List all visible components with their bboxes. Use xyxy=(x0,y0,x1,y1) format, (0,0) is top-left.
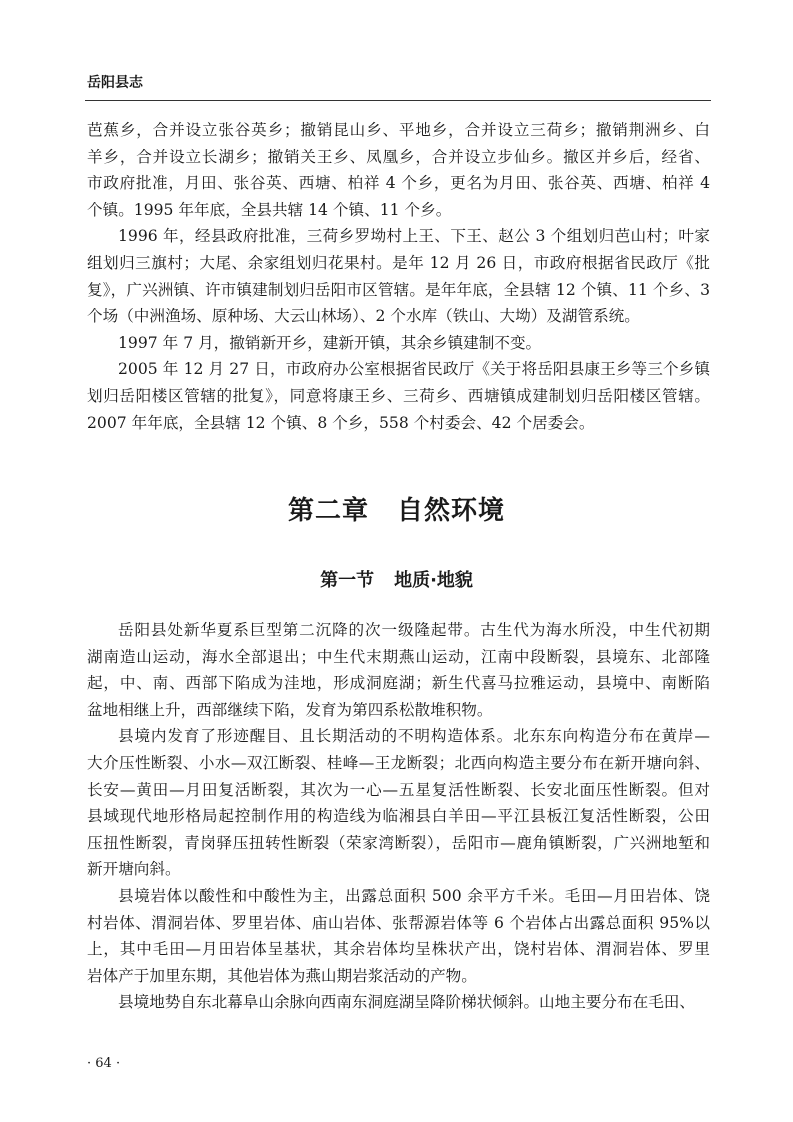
text-line: 2005 年 12 月 27 日，市政府办公室根据省民政厅《关于将岳阳县康王乡等三个乡镇 xyxy=(118,360,710,379)
section-text-block xyxy=(87,617,710,1016)
paragraph xyxy=(87,883,710,989)
section-title xyxy=(0,566,793,592)
text-line: 起，中、南、西部下陷成为洼地，形成洞庭湖；新生代喜马拉雅运动，县境中、南断陷 xyxy=(87,674,710,693)
text-line: 县境地势自东北幕阜山余脉向西南东洞庭湖呈降阶梯状倾斜。山地主要分布在毛田、 xyxy=(118,993,695,1012)
text-line: 1996 年，经县政府批准，三荷乡罗坳村上王、下王、赵公 3 个组划归芭山村；叶家 xyxy=(118,227,710,246)
text-line: 新开塘向斜。 xyxy=(87,860,181,879)
text-line: 芭蕉乡，合并设立张谷英乡；撤销昆山乡、平地乡，合并设立三荷乡；撤销荆洲乡、白 xyxy=(87,121,710,139)
text-line: 羊乡，合并设立长湖乡；撤销关王乡、凤凰乡，合并设立步仙乡。撤区并乡后，经省、 xyxy=(87,147,710,166)
section-number: 第一节 xyxy=(320,570,375,591)
text-line: 复》，广兴洲镇、许市镇建制划归岳阳市区管辖。是年年底，全县辖 12 个镇、11 个乡、3 xyxy=(87,280,710,299)
text-line: 大介压性断裂、小水—双江断裂、桂峰—王龙断裂；北西向构造主要分布在新开塘向斜、 xyxy=(87,753,710,772)
running-header: 岳阳县志 xyxy=(87,75,143,91)
text-line: 岳阳县处新华夏系巨型第二沉降的次一级隆起带。古生代为海水所没，中生代初期 xyxy=(118,621,710,639)
text-line: 个镇。1995 年年底，全县共辖 14 个镇、11 个乡。 xyxy=(87,200,452,219)
text-line: 上，其中毛田—月田岩体呈基状，其余岩体均呈株状产出，饶村岩体、渭洞岩体、罗里 xyxy=(87,940,710,959)
paragraph xyxy=(87,117,710,223)
text-line: 2007 年年底，全县辖 12 个镇、8 个乡，558 个村委会、42 个居委会。 xyxy=(87,413,595,432)
text-line: 岩体产于加里东期，其他岩体为燕山期岩浆活动的产物。 xyxy=(87,966,477,985)
text-line: 1997 年 7 月，撤销新开乡，建新开镇，其余乡镇建制不变。 xyxy=(118,333,542,352)
paragraph xyxy=(87,330,710,357)
chapter-title xyxy=(0,490,793,527)
text-line: 个场（中洲渔场、原种场、大云山林场）、2 个水库（铁山、大坳）及湖管系统。 xyxy=(87,307,640,326)
text-line: 划归岳阳楼区管辖的批复》，同意将康王乡、三荷乡、西塘镇成建制划归岳阳楼区管辖。 xyxy=(87,386,710,405)
paragraph xyxy=(87,723,710,883)
chapter-number: 第二章 xyxy=(287,496,369,526)
paragraph xyxy=(87,617,710,723)
text-line: 县境岩体以酸性和中酸性为主，出露总面积 500 余平方千米。毛田—月田岩体、饶 xyxy=(118,886,710,905)
text-line: 村岩体、渭洞岩体、罗里岩体、庙山岩体、张帮源岩体等 6 个岩体占出露总面积 95%以 xyxy=(87,913,710,932)
text-line: 湖南造山运动，海水全部退出；中生代末期燕山运动，江南中段断裂，县境东、北部隆 xyxy=(87,647,710,666)
paragraph xyxy=(87,989,710,1016)
text-line: 长安—黄田—月田复活断裂，其次为一心—五星复活性断裂、长安北面压性断裂。但对 xyxy=(87,780,710,799)
top-text-block xyxy=(87,117,710,436)
chapter-name: 自然环境 xyxy=(397,496,506,526)
text-line: 盆地相继上升，西部继续下陷，发育为第四系松散堆积物。 xyxy=(87,700,493,719)
text-line: 组划归三旗村；大尾、余家组划归花果村。是年 12 月 26 日，市政府根据省民政厅《批 xyxy=(87,253,710,272)
text-line: 县域现代地形格局起控制作用的构造线为临湘县白羊田—平江县板江复活性断裂，公田 xyxy=(87,807,710,826)
header-rule xyxy=(85,100,711,101)
paragraph xyxy=(87,223,710,329)
page-number: · 64 · xyxy=(87,1056,121,1071)
text-line: 市政府批准，月田、张谷英、西塘、柏祥 4 个乡，更名为月田、张谷英、西塘、柏祥 4 xyxy=(87,174,710,193)
text-line: 压扭性断裂，青岗驿压扭转性断裂（荣家湾断裂），岳阳市—鹿角镇断裂，广兴洲地堑和 xyxy=(87,833,710,852)
section-name: 地质·地貌 xyxy=(394,570,473,591)
paragraph xyxy=(87,356,710,436)
text-line: 县境内发育了形迹醒目、且长期活动的不明构造体系。北东东向构造分布在黄岸— xyxy=(118,727,710,746)
